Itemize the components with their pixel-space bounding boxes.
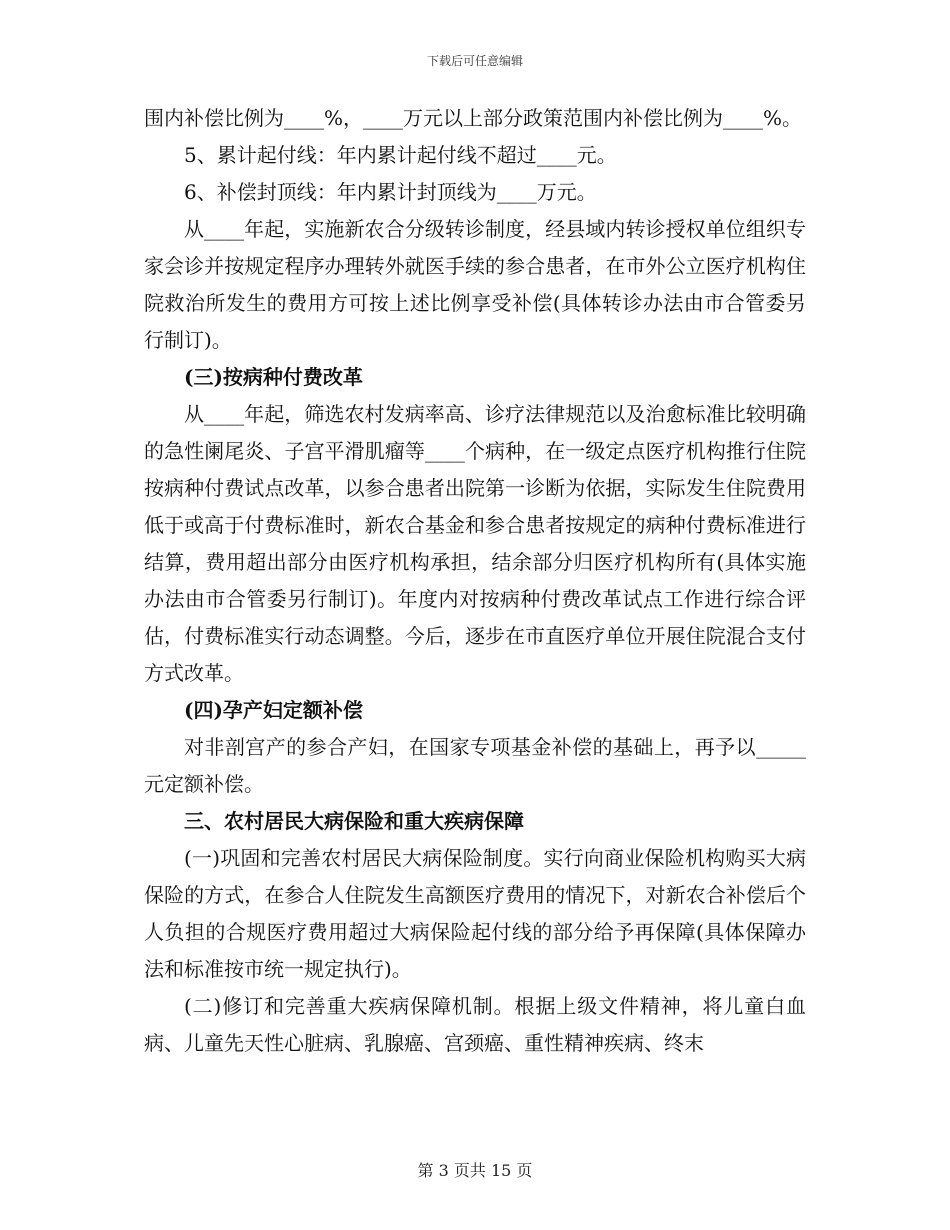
- section-heading-4: (四)孕产妇定额补偿: [184, 698, 363, 722]
- page-footer: 第 3 页共 15 页: [417, 1161, 533, 1180]
- page-header: 下载后可任意编辑: [426, 54, 523, 68]
- document-body: [144, 100, 806, 1062]
- paragraph-referral: 从____年起，实施新农合分级转诊制度，经县域内转诊授权单位组织专家会诊并按规定程序办理转外就医手续的参合患者，在市外公立医疗机构住院救治所发生的费用方可按上述比例享受补偿(具体转诊办法由市合管委另行制订)。: [144, 217, 806, 352]
- paragraph-continuation: 围内补偿比例为____%，____万元以上部分政策范围内补偿比例为____%。: [144, 106, 803, 130]
- paragraph-insurance-1: (一)巩固和完善农村居民大病保险制度。实行向商业保险机构购买大病保险的方式，在参合人住院发生高额医疗费用的情况下，对新农合补偿后个人负担的合规医疗费用超过大病保险起付线的部分给予再保障(具体保障办法和标准按市统一规定执行)。: [144, 846, 806, 981]
- paragraph-maternal: 对非剖宫产的参合产妇，在国家专项基金补偿的基础上，再予以_____元定额补偿。: [144, 735, 806, 796]
- section-heading-3: (三)按病种付费改革: [184, 365, 363, 389]
- paragraph-insurance-2: (二)修订和完善重大疾病保障机制。根据上级文件精神，将儿童白血病、儿童先天性心脏病、乳腺癌、宫颈癌、重性精神疾病、终末: [144, 994, 806, 1055]
- chapter-heading-3: 三、农村居民大病保险和重大疾病保障: [184, 809, 524, 833]
- paragraph-item-6: 6、补偿封顶线：年内累计封顶线为____万元。: [184, 180, 597, 204]
- paragraph-disease-payment: 从____年起，筛选农村发病率高、诊疗法律规范以及治愈标准比较明确的急性阑尾炎、子宫平滑肌瘤等____个病种，在一级定点医疗机构推行住院按病种付费试点改革，以参合患者出院第一诊断为依据，实际发生住院费用低于或高于付费标准时，新农合基金和参合患者按规定的病种付费标准进行结算，费用超出部分由医疗机构承担，结余部分归医疗机构所有(具体实施办法由市合管委另行制订)。年度内对按病种付费改革试点工作进行综合评估，付费标准实行动态调整。今后，逐步在市直医疗单位开展住院混合支付方式改革。: [144, 402, 806, 685]
- paragraph-item-5: 5、累计起付线：年内累计起付线不超过____元。: [184, 143, 617, 167]
